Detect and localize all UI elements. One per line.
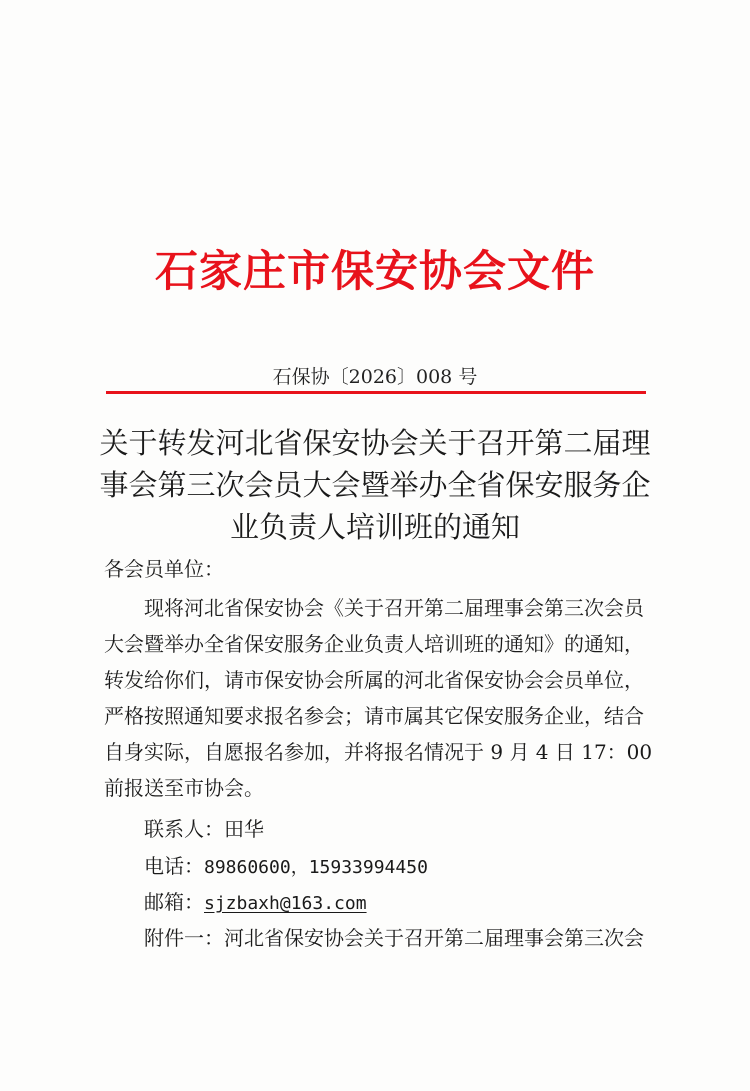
contact-email-row (144, 886, 367, 920)
paragraph-line: 现将河北省保安协会《关于召开第二届理事会第三次会员 (144, 596, 644, 620)
title-line: 事会第三次会员大会暨举办全省保安服务企 (99, 468, 651, 502)
attachment-line: 附件一：河北省保安协会关于召开第二届理事会第三次会 (144, 926, 644, 950)
red-separator-rule (106, 391, 646, 394)
contact-email-link[interactable]: sjzbaxh@163.com (204, 893, 367, 914)
contact-phone-row (144, 850, 428, 884)
paragraph-line: 严格按照通知要求报名参会；请市属其它保安服务企业，结合 (104, 704, 644, 728)
contact-email-label: 邮箱： (144, 890, 204, 914)
paragraph-line: 自身实际，自愿报名参加，并将报名情况于 9 月 4 日 17：00 (104, 740, 653, 764)
title-line: 关于转发河北省保安协会关于召开第二届理 (99, 426, 651, 460)
contact-person-row (144, 813, 264, 845)
document-number: 石保协〔2026〕008 号 (272, 366, 478, 388)
paragraph-line: 前报送至市协会。 (104, 776, 264, 800)
paragraph-line: 大会暨举办全省保安服务企业负责人培训班的通知》的通知， (104, 632, 644, 656)
document-title (95, 422, 655, 548)
body-paragraph (104, 590, 653, 806)
contact-person-value: 田华 (224, 817, 264, 841)
contact-phone-label: 电话： (144, 854, 204, 878)
contact-phone-value: 89860600，15933994450 (204, 857, 428, 878)
org-document-header: 石家庄市保安协会文件 (155, 247, 595, 297)
salutation: 各会员单位： (104, 557, 224, 581)
title-line: 业负责人培训班的通知 (229, 510, 520, 544)
paragraph-line: 转发给你们，请市保安协会所属的河北省保安协会会员单位， (104, 668, 644, 692)
contact-person-label: 联系人： (144, 817, 224, 841)
